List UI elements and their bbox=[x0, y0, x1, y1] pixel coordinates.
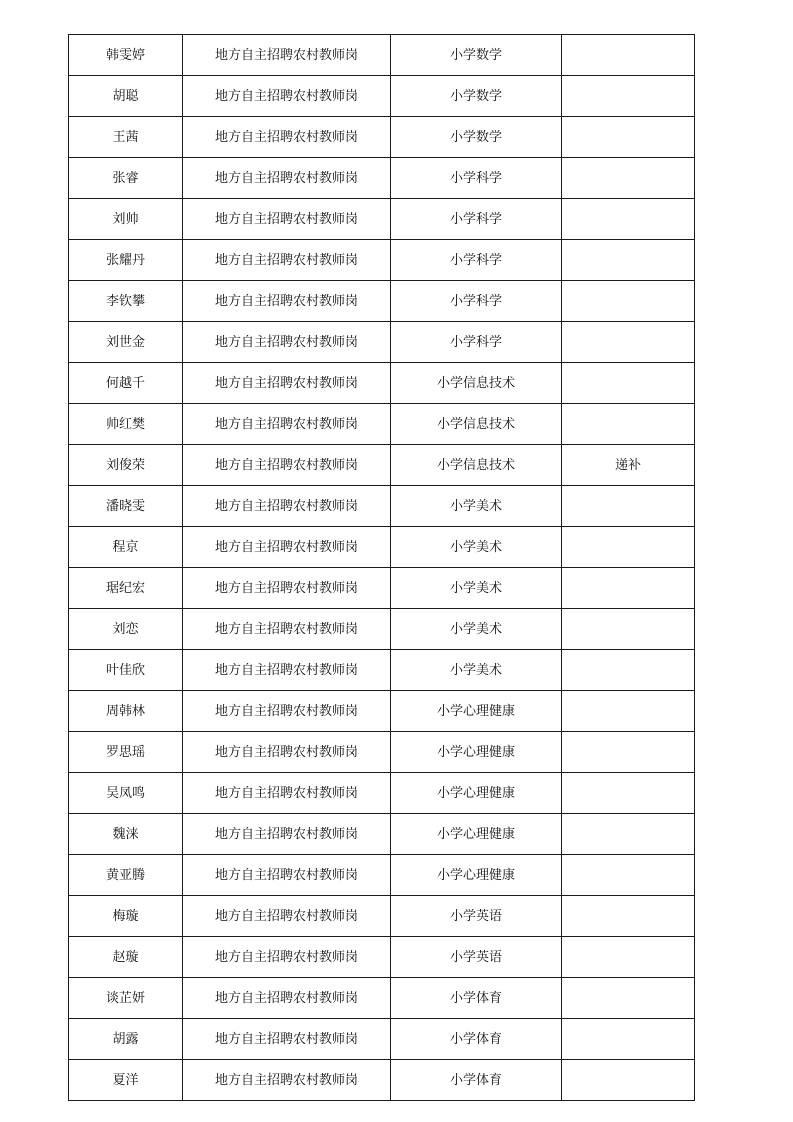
note-cell bbox=[562, 322, 695, 363]
post-cell: 地方自主招聘农村教师岗 bbox=[183, 158, 391, 199]
name-cell: 胡聪 bbox=[69, 76, 183, 117]
post-cell: 地方自主招聘农村教师岗 bbox=[183, 937, 391, 978]
subject-cell: 小学科学 bbox=[391, 281, 562, 322]
post-cell: 地方自主招聘农村教师岗 bbox=[183, 322, 391, 363]
name-cell: 叶佳欣 bbox=[69, 650, 183, 691]
note-cell bbox=[562, 1060, 695, 1101]
name-cell: 张睿 bbox=[69, 158, 183, 199]
post-cell: 地方自主招聘农村教师岗 bbox=[183, 773, 391, 814]
table-row bbox=[69, 281, 695, 322]
subject-cell: 小学心理健康 bbox=[391, 691, 562, 732]
name-cell: 帅红樊 bbox=[69, 404, 183, 445]
post-cell: 地方自主招聘农村教师岗 bbox=[183, 732, 391, 773]
name-cell: 魏涞 bbox=[69, 814, 183, 855]
table-row bbox=[69, 814, 695, 855]
subject-cell: 小学科学 bbox=[391, 199, 562, 240]
subject-cell: 小学数学 bbox=[391, 35, 562, 76]
note-cell bbox=[562, 773, 695, 814]
note-cell bbox=[562, 855, 695, 896]
note-cell bbox=[562, 240, 695, 281]
post-cell: 地方自主招聘农村教师岗 bbox=[183, 35, 391, 76]
table-row bbox=[69, 445, 695, 486]
subject-cell: 小学心理健康 bbox=[391, 855, 562, 896]
post-cell: 地方自主招聘农村教师岗 bbox=[183, 281, 391, 322]
name-cell: 黄亚腾 bbox=[69, 855, 183, 896]
post-cell: 地方自主招聘农村教师岗 bbox=[183, 404, 391, 445]
name-cell: 王茜 bbox=[69, 117, 183, 158]
subject-cell: 小学英语 bbox=[391, 896, 562, 937]
post-cell: 地方自主招聘农村教师岗 bbox=[183, 855, 391, 896]
table-row bbox=[69, 1060, 695, 1101]
note-cell bbox=[562, 732, 695, 773]
note-cell bbox=[562, 76, 695, 117]
subject-cell: 小学美术 bbox=[391, 486, 562, 527]
note-cell bbox=[562, 609, 695, 650]
subject-cell: 小学体育 bbox=[391, 1019, 562, 1060]
table-row bbox=[69, 117, 695, 158]
subject-cell: 小学信息技术 bbox=[391, 363, 562, 404]
roster-table-body bbox=[69, 35, 695, 1101]
subject-cell: 小学数学 bbox=[391, 117, 562, 158]
post-cell: 地方自主招聘农村教师岗 bbox=[183, 609, 391, 650]
table-row bbox=[69, 527, 695, 568]
name-cell: 李钦攀 bbox=[69, 281, 183, 322]
roster-table bbox=[68, 34, 695, 1101]
note-cell bbox=[562, 650, 695, 691]
subject-cell: 小学科学 bbox=[391, 158, 562, 199]
post-cell: 地方自主招聘农村教师岗 bbox=[183, 199, 391, 240]
name-cell: 周韩林 bbox=[69, 691, 183, 732]
table-row bbox=[69, 363, 695, 404]
note-cell bbox=[562, 527, 695, 568]
table-row bbox=[69, 691, 695, 732]
table-row bbox=[69, 609, 695, 650]
name-cell: 张耀丹 bbox=[69, 240, 183, 281]
table-row bbox=[69, 240, 695, 281]
name-cell: 琚纪宏 bbox=[69, 568, 183, 609]
table-row bbox=[69, 937, 695, 978]
subject-cell: 小学体育 bbox=[391, 978, 562, 1019]
note-cell: 递补 bbox=[562, 445, 695, 486]
subject-cell: 小学美术 bbox=[391, 650, 562, 691]
note-cell bbox=[562, 814, 695, 855]
note-cell bbox=[562, 896, 695, 937]
subject-cell: 小学美术 bbox=[391, 568, 562, 609]
subject-cell: 小学信息技术 bbox=[391, 404, 562, 445]
table-row bbox=[69, 76, 695, 117]
name-cell: 韩雯婷 bbox=[69, 35, 183, 76]
post-cell: 地方自主招聘农村教师岗 bbox=[183, 1019, 391, 1060]
table-row bbox=[69, 732, 695, 773]
table-row bbox=[69, 35, 695, 76]
subject-cell: 小学体育 bbox=[391, 1060, 562, 1101]
note-cell bbox=[562, 1019, 695, 1060]
name-cell: 潘晓雯 bbox=[69, 486, 183, 527]
subject-cell: 小学科学 bbox=[391, 240, 562, 281]
table-row bbox=[69, 650, 695, 691]
post-cell: 地方自主招聘农村教师岗 bbox=[183, 978, 391, 1019]
name-cell: 程京 bbox=[69, 527, 183, 568]
post-cell: 地方自主招聘农村教师岗 bbox=[183, 240, 391, 281]
post-cell: 地方自主招聘农村教师岗 bbox=[183, 117, 391, 158]
name-cell: 刘恋 bbox=[69, 609, 183, 650]
name-cell: 夏洋 bbox=[69, 1060, 183, 1101]
post-cell: 地方自主招聘农村教师岗 bbox=[183, 363, 391, 404]
note-cell bbox=[562, 404, 695, 445]
subject-cell: 小学信息技术 bbox=[391, 445, 562, 486]
name-cell: 刘俊荣 bbox=[69, 445, 183, 486]
table-row bbox=[69, 486, 695, 527]
subject-cell: 小学美术 bbox=[391, 609, 562, 650]
roster-sheet bbox=[68, 34, 694, 1101]
name-cell: 胡露 bbox=[69, 1019, 183, 1060]
subject-cell: 小学心理健康 bbox=[391, 732, 562, 773]
post-cell: 地方自主招聘农村教师岗 bbox=[183, 486, 391, 527]
note-cell bbox=[562, 35, 695, 76]
post-cell: 地方自主招聘农村教师岗 bbox=[183, 1060, 391, 1101]
name-cell: 谈芷妍 bbox=[69, 978, 183, 1019]
name-cell: 梅璇 bbox=[69, 896, 183, 937]
note-cell bbox=[562, 978, 695, 1019]
note-cell bbox=[562, 281, 695, 322]
note-cell bbox=[562, 199, 695, 240]
table-row bbox=[69, 199, 695, 240]
table-row bbox=[69, 978, 695, 1019]
table-row bbox=[69, 404, 695, 445]
note-cell bbox=[562, 486, 695, 527]
name-cell: 赵璇 bbox=[69, 937, 183, 978]
post-cell: 地方自主招聘农村教师岗 bbox=[183, 527, 391, 568]
note-cell bbox=[562, 117, 695, 158]
name-cell: 刘帅 bbox=[69, 199, 183, 240]
subject-cell: 小学数学 bbox=[391, 76, 562, 117]
note-cell bbox=[562, 158, 695, 199]
post-cell: 地方自主招聘农村教师岗 bbox=[183, 76, 391, 117]
post-cell: 地方自主招聘农村教师岗 bbox=[183, 650, 391, 691]
post-cell: 地方自主招聘农村教师岗 bbox=[183, 568, 391, 609]
name-cell: 吴凤鸣 bbox=[69, 773, 183, 814]
note-cell bbox=[562, 363, 695, 404]
subject-cell: 小学心理健康 bbox=[391, 814, 562, 855]
table-row bbox=[69, 855, 695, 896]
subject-cell: 小学美术 bbox=[391, 527, 562, 568]
name-cell: 刘世金 bbox=[69, 322, 183, 363]
table-row bbox=[69, 1019, 695, 1060]
table-row bbox=[69, 773, 695, 814]
note-cell bbox=[562, 937, 695, 978]
table-row bbox=[69, 158, 695, 199]
table-row bbox=[69, 568, 695, 609]
post-cell: 地方自主招聘农村教师岗 bbox=[183, 445, 391, 486]
subject-cell: 小学心理健康 bbox=[391, 773, 562, 814]
post-cell: 地方自主招聘农村教师岗 bbox=[183, 691, 391, 732]
post-cell: 地方自主招聘农村教师岗 bbox=[183, 896, 391, 937]
name-cell: 何越千 bbox=[69, 363, 183, 404]
table-row bbox=[69, 322, 695, 363]
note-cell bbox=[562, 691, 695, 732]
table-row bbox=[69, 896, 695, 937]
subject-cell: 小学英语 bbox=[391, 937, 562, 978]
name-cell: 罗思瑶 bbox=[69, 732, 183, 773]
note-cell bbox=[562, 568, 695, 609]
post-cell: 地方自主招聘农村教师岗 bbox=[183, 814, 391, 855]
subject-cell: 小学科学 bbox=[391, 322, 562, 363]
